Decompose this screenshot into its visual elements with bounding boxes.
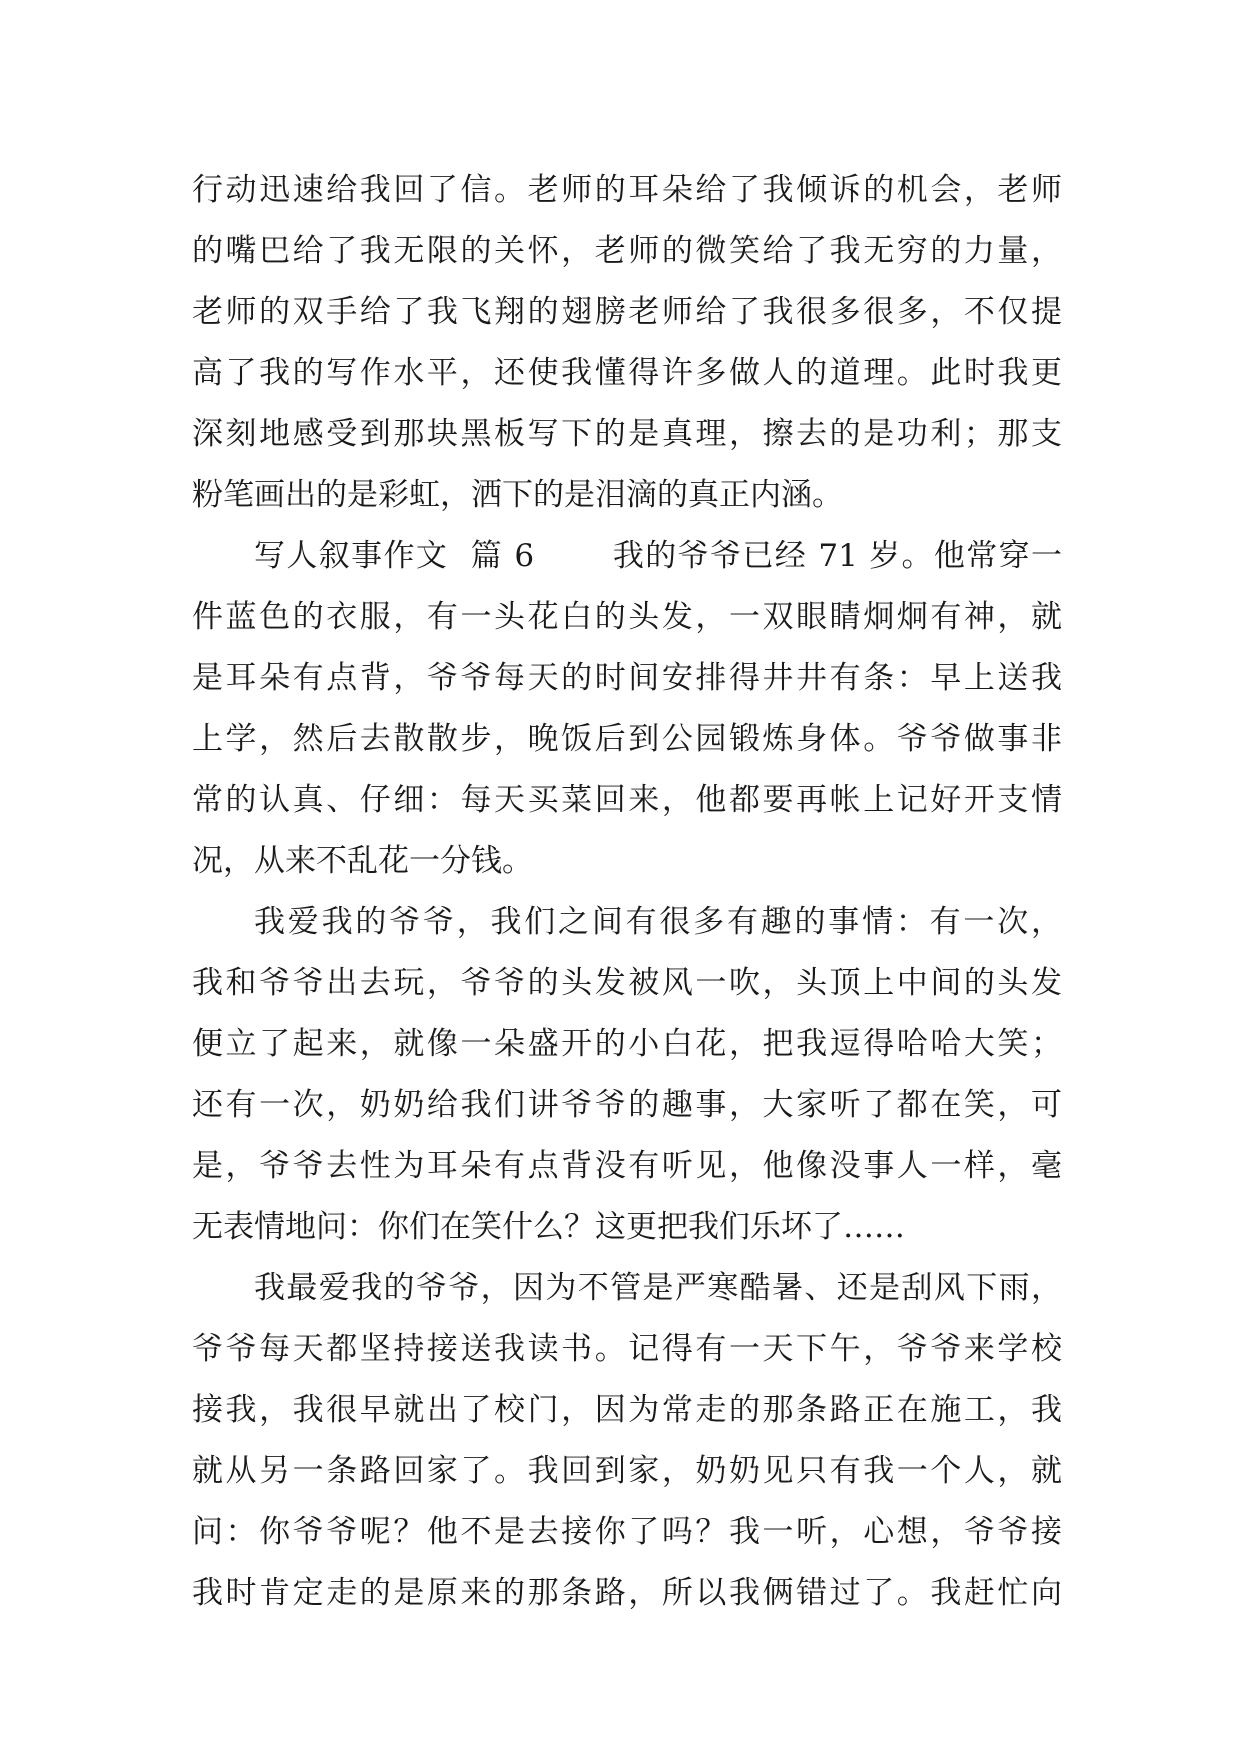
paragraph-2-line-1: 写人叙事作文 篇 6 我的爷爷已经 71 岁。他常穿一: [254, 538, 1062, 574]
paragraph-1-line-2: 的嘴巴给了我无限的关怀，老师的微笑给了我无穷的力量，: [192, 233, 1062, 269]
paragraph-3-line-3: 便立了起来，就像一朵盛开的小白花，把我逗得哈哈大笑；: [192, 1026, 1062, 1062]
paragraph-4-line-4: 就从另一条路回家了。我回到家，奶奶见只有我一个人，就: [192, 1453, 1062, 1489]
document-body: [192, 160, 1062, 1624]
paragraph-4-line-1: 我最爱我的爷爷，因为不管是严寒酷暑、还是刮风下雨，: [254, 1270, 1062, 1306]
paragraph-2-line-2: 件蓝色的衣服，有一头花白的头发，一双眼睛炯炯有神，就: [192, 599, 1062, 635]
paragraph-3-line-5: 是，爷爷去性为耳朵有点背没有听见，他像没事人一样，毫: [192, 1148, 1062, 1184]
paragraph-2-line-6: 况，从来不乱花一分钱。: [192, 843, 533, 879]
paragraph-3-line-6: 无表情地问：你们在笑什么？这更把我们乐坏了……: [192, 1209, 905, 1245]
paragraph-2-line-5: 常的认真、仔细：每天买菜回来，他都要再帐上记好开支情: [192, 782, 1062, 818]
paragraph-1-line-1: 行动迅速给我回了信。老师的耳朵给了我倾诉的机会，老师: [192, 172, 1062, 208]
paragraph-3-line-4: 还有一次，奶奶给我们讲爷爷的趣事，大家听了都在笑，可: [192, 1087, 1062, 1123]
paragraph-2-line-4: 上学，然后去散散步，晚饭后到公园锻炼身体。爷爷做事非: [192, 721, 1062, 757]
paragraph-4-line-3: 接我，我很早就出了校门，因为常走的那条路正在施工，我: [192, 1392, 1062, 1428]
paragraph-1-line-3: 老师的双手给了我飞翔的翅膀老师给了我很多很多，不仅提: [192, 294, 1062, 330]
paragraph-3-line-2: 我和爷爷出去玩，爷爷的头发被风一吹，头顶上中间的头发: [192, 965, 1062, 1001]
paragraph-3-line-1: 我爱我的爷爷，我们之间有很多有趣的事情：有一次，: [254, 904, 1062, 940]
paragraph-1-line-6: 粉笔画出的是彩虹，洒下的是泪滴的真正内涵。: [192, 477, 843, 513]
paragraph-4-line-5: 问：你爷爷呢？他不是去接你了吗？我一听，心想，爷爷接: [192, 1514, 1062, 1550]
paragraph-1-line-4: 高了我的写作水平，还使我懂得许多做人的道理。此时我更: [192, 355, 1062, 391]
paragraph-1-line-5: 深刻地感受到那块黑板写下的是真理，擦去的是功利；那支: [192, 416, 1062, 452]
paragraph-2-line-3: 是耳朵有点背，爷爷每天的时间安排得井井有条：早上送我: [192, 660, 1062, 696]
paragraph-4-line-6: 我时肯定走的是原来的那条路，所以我俩错过了。我赶忙向: [192, 1575, 1062, 1611]
paragraph-4-line-2: 爷爷每天都坚持接送我读书。记得有一天下午，爷爷来学校: [192, 1331, 1062, 1367]
